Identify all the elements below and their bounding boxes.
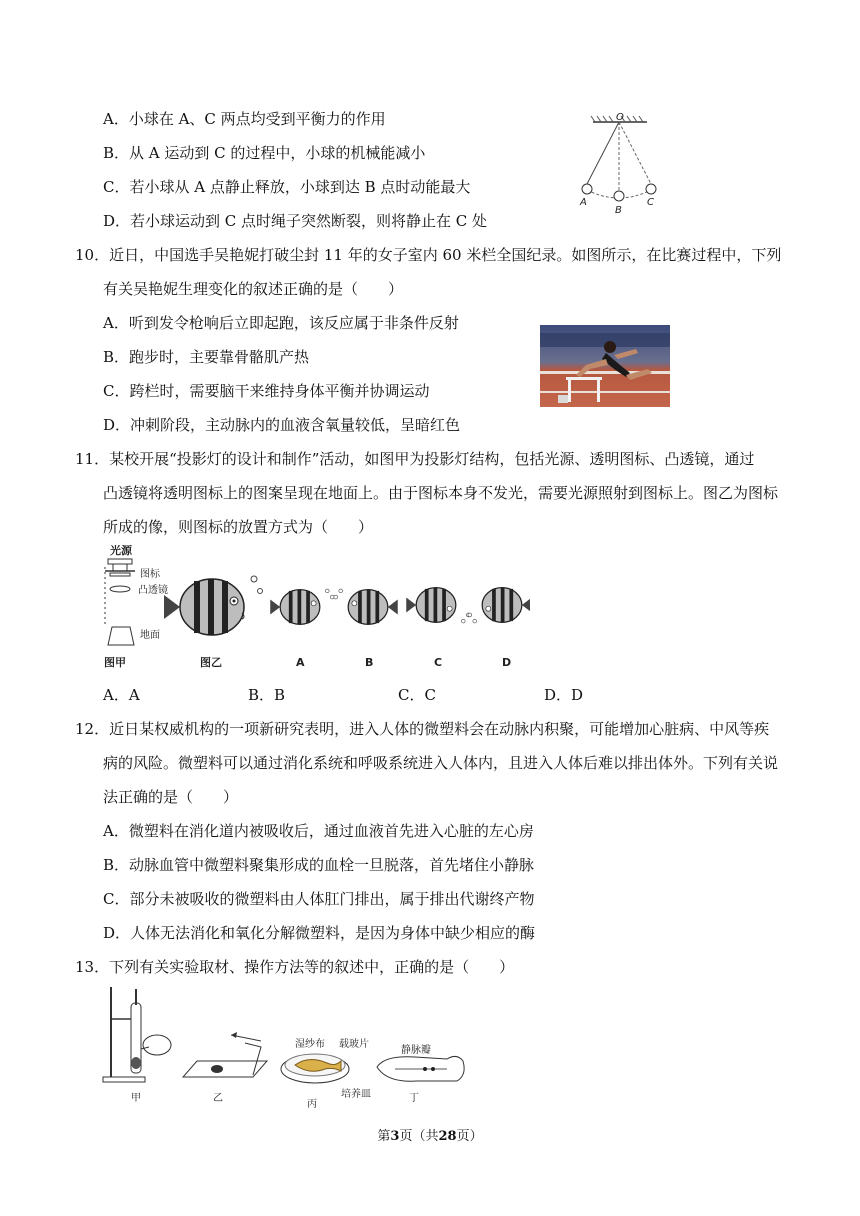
caption-d: D bbox=[502, 656, 512, 669]
q11-stem-line3: 所成的像，则图标的放置方式为（ ） bbox=[103, 518, 374, 536]
q12-stem-line3: 法正确的是（ ） bbox=[103, 788, 239, 806]
q12-stem-line2: 病的风险。微塑料可以通过消化系统和呼吸系统进入人体内，且进入人体后难以排出体外。下列有关说 bbox=[103, 754, 779, 772]
q12-option-c: C．部分未被吸收的微塑料由人体肛门排出，属于排出代谢终产物 bbox=[103, 890, 535, 908]
experiment-figure bbox=[95, 985, 485, 1110]
label-vein-valve: 静脉瓣 bbox=[401, 1045, 431, 1056]
caption-yi-13: 乙 bbox=[213, 1093, 223, 1104]
fish-option-c bbox=[406, 588, 470, 623]
q11-stem-line2: 凸透镜将透明图标上的图案呈现在地面上。由于图标本身不发光，需要光源照射到图标上。图乙为图标 bbox=[103, 484, 779, 502]
q9-option-a: A．小球在 A、C 两点均受到平衡力的作用 bbox=[103, 110, 386, 128]
q10-option-b: B．跑步时，主要靠骨骼肌产热 bbox=[103, 348, 310, 366]
q13-stem: 13．下列有关实验取材、操作方法等的叙述中，正确的是（ ） bbox=[75, 958, 515, 976]
footer-middle: 页（共 bbox=[399, 1129, 439, 1144]
q10-option-d: D．冲刺阶段，主动脉内的血液含氧量较低，呈暗红色 bbox=[103, 416, 461, 434]
label-petri-dish: 培养皿 bbox=[341, 1089, 371, 1100]
q10-option-a: A．听到发令枪响后立即起跑，该反应属于非条件反射 bbox=[103, 314, 459, 332]
q12-option-b: B．动脉血管中微塑料聚集形成的血栓一旦脱落，首先堵住小静脉 bbox=[103, 856, 535, 874]
label-wet-gauze: 湿纱布 bbox=[295, 1039, 325, 1050]
q11-option-c: C．C bbox=[398, 686, 436, 704]
q10-option-c: C．跨栏时，需要脑干来维持身体平衡并协调运动 bbox=[103, 382, 430, 400]
caption-yi: 图乙 bbox=[200, 656, 222, 669]
label-slide-glass: 载玻片 bbox=[339, 1039, 369, 1050]
caption-jia: 图甲 bbox=[104, 656, 126, 669]
q9-option-d: D．若小球运动到 C 点时绳子突然断裂，则将静止在 C 处 bbox=[103, 212, 488, 230]
fish-option-d bbox=[468, 588, 530, 623]
q12-stem-line1: 12．近日某权威机构的一项新研究表明，进入人体的微塑料会在动脉内积聚，可能增加心脏病、中风等疾 bbox=[75, 720, 770, 738]
caption-c: C bbox=[434, 656, 443, 669]
caption-jia-13: 甲 bbox=[131, 1093, 141, 1104]
label-icon-slide: 图标 bbox=[140, 569, 160, 580]
label-convex-lens: 凸透镜 bbox=[138, 585, 168, 596]
caption-a: A bbox=[296, 656, 305, 669]
caption-bing-13: 丙 bbox=[307, 1099, 317, 1110]
q10-stem-line2: 有关吴艳妮生理变化的叙述正确的是（ ） bbox=[103, 280, 404, 298]
fish-option-b bbox=[334, 589, 398, 624]
pendulum-figure bbox=[565, 110, 675, 230]
label-ground: 地面 bbox=[140, 630, 160, 641]
hurdler-photo bbox=[540, 325, 670, 407]
point-b-label: B bbox=[615, 205, 622, 216]
fish-image-yi bbox=[164, 576, 263, 635]
q10-stem-line1: 10．近日，中国选手吴艳妮打破尘封 11 年的女子室内 60 米栏全国纪录。如图所示，在比赛过程中，下列 bbox=[75, 246, 782, 264]
q9-option-c: C．若小球从 A 点静止释放，小球到达 B 点时动能最大 bbox=[103, 178, 471, 196]
q11-option-b: B．B bbox=[248, 686, 286, 704]
footer-suffix: 页） bbox=[456, 1129, 483, 1144]
q11-stem-line1: 11．某校开展“投影灯的设计和制作”活动，如图甲为投影灯结构，包括光源、透明图标、凸透镜，通过 bbox=[75, 450, 755, 468]
fish-option-a bbox=[270, 589, 334, 624]
q11-option-a: A．A bbox=[103, 686, 140, 704]
point-a-label: A bbox=[580, 197, 587, 208]
q12-option-d: D．人体无法消化和氧化分解微塑料，是因为身体中缺少相应的酶 bbox=[103, 924, 536, 942]
label-light-source: 光源 bbox=[110, 545, 132, 557]
q11-option-d: D．D bbox=[544, 686, 584, 704]
q9-option-b: B．从 A 运动到 C 的过程中，小球的机械能减小 bbox=[103, 144, 426, 162]
caption-ding-13: 丁 bbox=[409, 1093, 419, 1104]
total-pages: 28 bbox=[438, 1129, 457, 1144]
point-c-label: C bbox=[647, 197, 654, 208]
projector-fish-figure bbox=[100, 545, 530, 673]
caption-b: B bbox=[365, 656, 374, 669]
pivot-label: O bbox=[616, 112, 624, 123]
q12-option-a: A．微塑料在消化道内被吸收后，通过血液首先进入心脏的左心房 bbox=[103, 822, 534, 840]
page-footer bbox=[0, 1125, 860, 1144]
page-number: 3 bbox=[390, 1129, 400, 1144]
footer-prefix: 第 bbox=[377, 1129, 391, 1144]
